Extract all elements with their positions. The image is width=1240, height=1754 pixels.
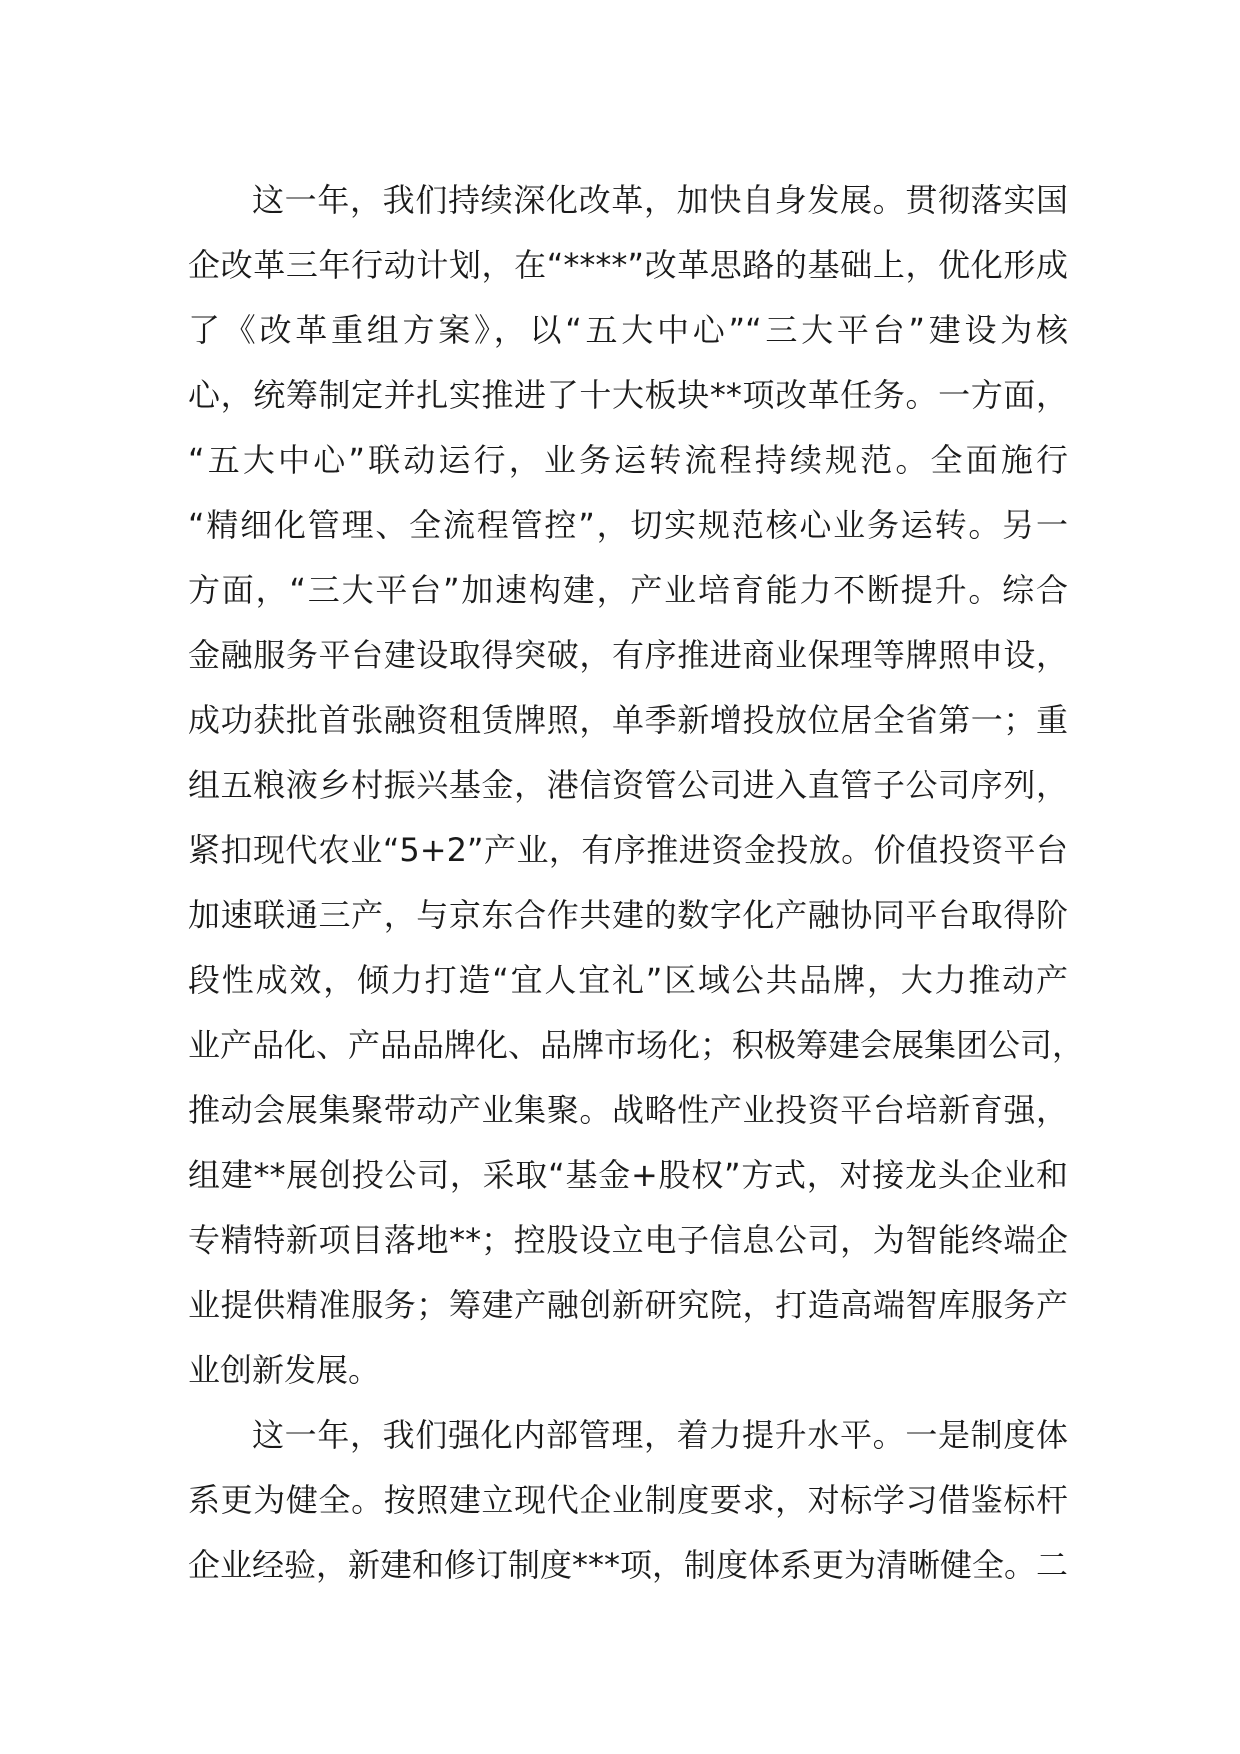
text-line: 段性成效，倾力打造“宜人宜礼”区域公共品牌，大力推动产 xyxy=(188,961,1068,999)
text-line: 了《改革重组方案》，以“五大中心”“三大平台”建设为核 xyxy=(188,311,1068,349)
text-line: 企改革三年行动计划，在“****”改革思路的基础上，优化形成 xyxy=(188,246,1068,284)
text-line: “精细化管理、全流程管控”，切实规范核心业务运转。另一 xyxy=(188,506,1068,544)
text-line: 紧扣现代农业“5+2”产业，有序推进资金投放。价值投资平台 xyxy=(188,831,1068,869)
text-line: 专精特新项目落地**；控股设立电子信息公司，为智能终端企 xyxy=(188,1221,1068,1259)
text-line: 组建**展创投公司，采取“基金+股权”方式，对接龙头企业和 xyxy=(188,1156,1068,1194)
text-line: 推动会展集聚带动产业集聚。战略性产业投资平台培新育强， xyxy=(188,1091,1068,1129)
text-line: 业产品化、产品品牌化、品牌市场化；积极筹建会展集团公司， xyxy=(188,1026,1085,1064)
text-line: 组五粮液乡村振兴基金，港信资管公司进入直管子公司序列， xyxy=(188,766,1068,804)
text-line: “五大中心”联动运行，业务运转流程持续规范。全面施行 xyxy=(188,441,1068,479)
paragraph-reform xyxy=(188,168,1085,1403)
text-line: 业创新发展。 xyxy=(188,1351,381,1389)
text-line: 业提供精准服务；筹建产融创新研究院，打造高端智库服务产 xyxy=(188,1286,1068,1324)
text-line: 成功获批首张融资租赁牌照，单季新增投放位居全省第一；重 xyxy=(188,701,1068,739)
text-line: 这一年，我们强化内部管理，着力提升水平。一是制度体 xyxy=(252,1416,1068,1454)
text-line: 企业经验，新建和修订制度***项，制度体系更为清晰健全。二 xyxy=(188,1546,1069,1584)
paragraph-management xyxy=(188,1403,1068,1598)
text-line: 方面，“三大平台”加速构建，产业培育能力不断提升。综合 xyxy=(188,571,1068,609)
text-line: 系更为健全。按照建立现代企业制度要求，对标学习借鉴标杆 xyxy=(188,1481,1068,1519)
text-line: 这一年，我们持续深化改革，加快自身发展。贯彻落实国 xyxy=(252,181,1068,219)
text-line: 金融服务平台建设取得突破，有序推进商业保理等牌照申设， xyxy=(188,636,1068,674)
text-line: 心，统筹制定并扎实推进了十大板块**项改革任务。一方面， xyxy=(188,376,1068,414)
document-body xyxy=(188,168,1085,1598)
text-line: 加速联通三产，与京东合作共建的数字化产融协同平台取得阶 xyxy=(188,896,1068,934)
